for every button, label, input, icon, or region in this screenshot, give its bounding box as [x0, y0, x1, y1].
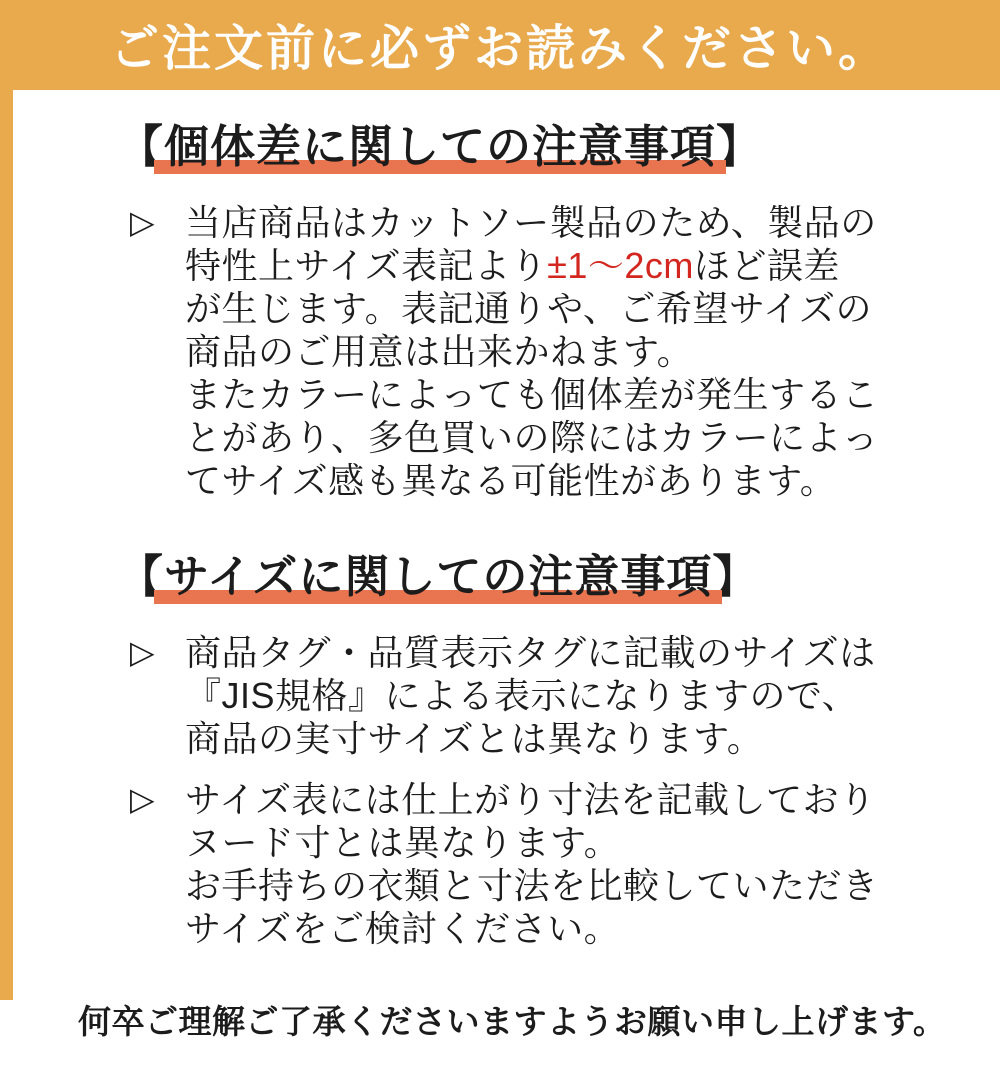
footer-text: 何卒ご理解ご了承くださいますようお願い申し上げます。: [78, 1003, 947, 1040]
heading-bracket-right: 】: [716, 121, 763, 172]
section-individual-differences: [118, 110, 946, 502]
tolerance-value-red-text: ±1〜2cm: [547, 245, 694, 286]
heading-text-highlighted: サイズに関しての注意事項: [164, 540, 712, 605]
triangle-bullet-icon: ▷: [130, 781, 155, 817]
text-line: 当店商品はカットソー製品のため、製品の: [185, 202, 877, 243]
content-frame: [0, 90, 1000, 1082]
heading-bracket-right: 】: [712, 551, 759, 602]
text-line: てサイズ感も異なる可能性があります。: [185, 460, 837, 501]
content-area: [13, 90, 1000, 1067]
section-size-notes: [118, 540, 946, 950]
text-line: ヌード寸とは異なります。: [185, 822, 621, 863]
bullet-item: [130, 778, 946, 950]
text-line: とがあり、多色買いの際にはカラーによっ: [185, 417, 879, 458]
bullet-text: [185, 631, 876, 760]
text-line: が生じます。表記通りや、ご希望サイズの: [185, 288, 873, 329]
bullet-text: [185, 778, 879, 950]
heading-bracket-left: 【: [118, 121, 165, 172]
text-line: サイズ表には仕上がり寸法を記載しており: [185, 779, 876, 820]
text-line: 商品の実寸サイズとは異なります。: [185, 718, 764, 759]
triangle-bullet-icon: ▷: [130, 634, 155, 670]
section-heading-size-notes: [118, 540, 946, 605]
text-line: 商品のご用意は出来かねます。: [185, 331, 694, 372]
text-line: またカラーによっても個体差が発生するこ: [185, 374, 879, 415]
text-line: 商品タグ・品質表示タグに記載のサイズは: [185, 632, 876, 673]
bullet-text: [185, 201, 879, 502]
bullet-item: [130, 201, 946, 502]
section-heading-individual-differences: [118, 110, 946, 175]
text-line: 『JIS規格』による表示になりますので、: [185, 675, 859, 716]
header-band: [0, 0, 1000, 90]
text-line: サイズをご検討ください。: [185, 908, 621, 949]
page-title: ご注文前に必ずお読みください。: [109, 22, 890, 76]
heading-text-highlighted: 個体差に関しての注意事項: [164, 110, 716, 175]
triangle-bullet-icon: ▷: [130, 204, 155, 240]
bullet-item: [130, 631, 946, 760]
text-line: 特性上サイズ表記より±1〜2cmほど誤差: [185, 245, 840, 286]
text-line: お手持ちの衣類と寸法を比較していただき: [185, 865, 879, 906]
sections-wrapper: [118, 110, 946, 988]
heading-bracket-left: 【: [118, 551, 165, 602]
